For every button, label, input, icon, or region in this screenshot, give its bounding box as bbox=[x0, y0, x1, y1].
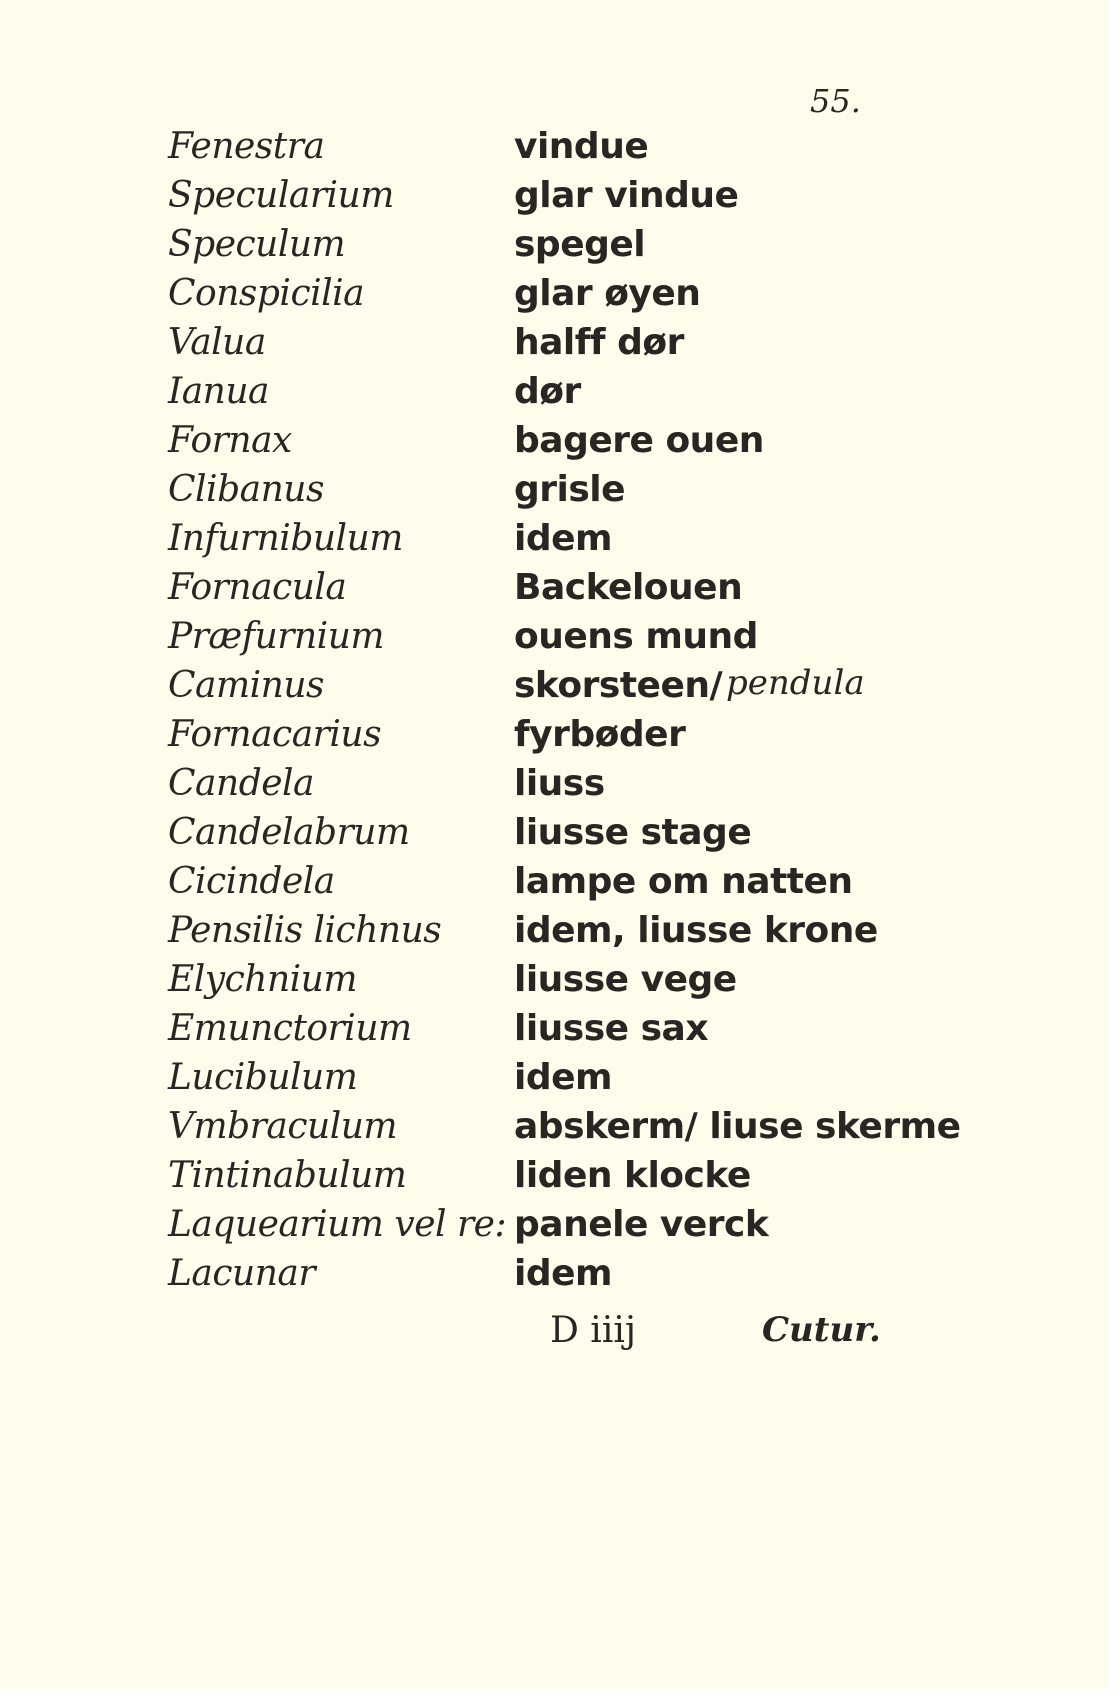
latin-term: Candela bbox=[168, 763, 315, 804]
danish-term: liusse vege bbox=[514, 959, 737, 1000]
danish-term: skorsteen/ bbox=[514, 665, 723, 706]
danish-term: idem, liusse krone bbox=[514, 910, 878, 951]
danish-term: dør bbox=[514, 371, 581, 412]
latin-term: Præfurnium bbox=[168, 616, 385, 657]
latin-term: Candelabrum bbox=[168, 812, 410, 853]
latin-term: Valua bbox=[168, 322, 266, 363]
scan-margin-right bbox=[1108, 0, 1120, 1701]
danish-term: abskerm/ liuse skerme bbox=[514, 1106, 961, 1147]
latin-term: Laquearium vel re: bbox=[168, 1204, 507, 1245]
latin-term: Vmbraculum bbox=[168, 1106, 398, 1147]
danish-term: idem bbox=[514, 1253, 613, 1294]
latin-term: Conspicilia bbox=[168, 273, 365, 314]
latin-term: Clibanus bbox=[168, 469, 324, 510]
latin-term: Cicindela bbox=[168, 861, 335, 902]
danish-term: liden klocke bbox=[514, 1155, 751, 1196]
latin-term: Fenestra bbox=[168, 126, 325, 167]
latin-term: Lucibulum bbox=[168, 1057, 358, 1098]
latin-term: Fornacula bbox=[168, 567, 347, 608]
danish-term: liuss bbox=[514, 763, 605, 804]
latin-term: Emunctorium bbox=[168, 1008, 412, 1049]
latin-term: Pensilis lichnus bbox=[168, 910, 442, 951]
danish-term: bagere ouen bbox=[514, 420, 764, 461]
page-number: 55. bbox=[810, 82, 861, 120]
danish-term: glar øyen bbox=[514, 273, 701, 314]
marginal-note: pendula bbox=[726, 663, 865, 703]
signature-mark: D iiij bbox=[550, 1310, 637, 1351]
danish-terms-column bbox=[514, 122, 961, 1298]
danish-term: liusse stage bbox=[514, 812, 752, 853]
latin-term: Infurnibulum bbox=[168, 518, 403, 559]
latin-term: Elychnium bbox=[168, 959, 357, 1000]
danish-term: idem bbox=[514, 1057, 613, 1098]
latin-term: Tintinabulum bbox=[168, 1155, 407, 1196]
latin-terms-column bbox=[168, 122, 506, 1298]
catchword: Cutur. bbox=[762, 1310, 881, 1350]
danish-term: ouens mund bbox=[514, 616, 758, 657]
danish-term: halff dør bbox=[514, 322, 684, 363]
danish-term: liusse sax bbox=[514, 1008, 709, 1049]
danish-term: vindue bbox=[514, 126, 649, 167]
danish-term: glar vindue bbox=[514, 175, 739, 216]
latin-term: Ianua bbox=[168, 371, 270, 412]
danish-term: fyrbøder bbox=[514, 714, 686, 755]
danish-term: spegel bbox=[514, 224, 646, 265]
danish-term: Backelouen bbox=[514, 567, 743, 608]
danish-term: lampe om natten bbox=[514, 861, 853, 902]
scan-margin-bottom bbox=[0, 1689, 1120, 1701]
danish-term: grisle bbox=[514, 469, 626, 510]
latin-term: Fornacarius bbox=[168, 714, 382, 755]
latin-term: Lacunar bbox=[168, 1253, 316, 1294]
latin-term: Fornax bbox=[168, 420, 292, 461]
danish-term: idem bbox=[514, 518, 613, 559]
latin-term: Caminus bbox=[168, 665, 325, 706]
latin-term: Specularium bbox=[168, 175, 394, 216]
latin-term: Speculum bbox=[168, 224, 346, 265]
danish-term: panele verck bbox=[514, 1204, 769, 1245]
